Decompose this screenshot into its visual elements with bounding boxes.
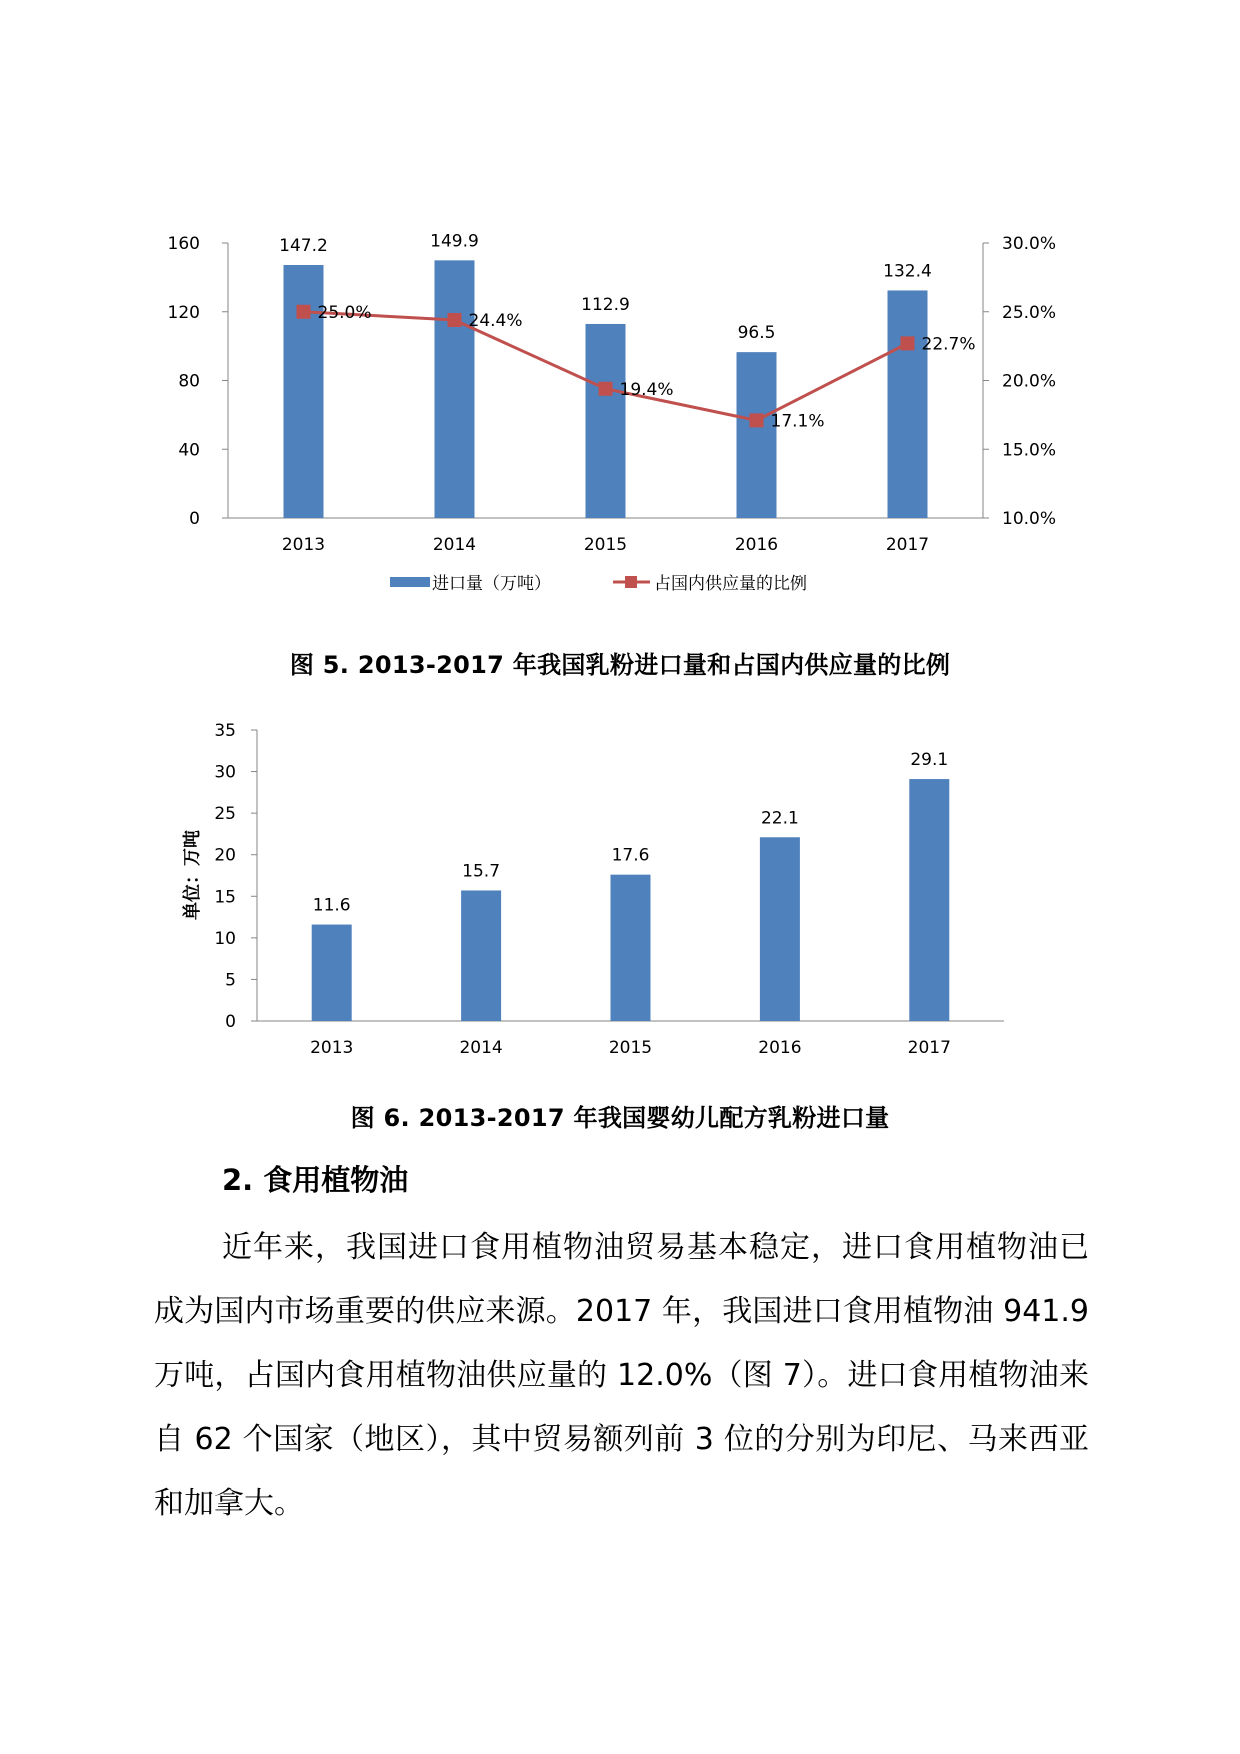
x-tick-label: 2014 xyxy=(432,535,477,555)
ratio-marker-2014 xyxy=(448,313,462,327)
ratio-marker-2016 xyxy=(750,413,764,427)
bar-2014 xyxy=(461,890,501,1021)
x-tick-label: 2013 xyxy=(310,1038,354,1058)
bar-value-label: 96.5 xyxy=(737,323,776,344)
bar-value-label: 112.9 xyxy=(581,294,630,315)
bar-2016 xyxy=(760,837,800,1021)
x-tick-label: 2017 xyxy=(885,535,930,555)
bar-value-label: 29.1 xyxy=(910,750,949,771)
y-tick-label: 10 xyxy=(214,928,236,949)
left-axis-tick-label: 80 xyxy=(178,371,200,392)
bar-2015 xyxy=(611,875,651,1021)
ratio-value-label: 24.4% xyxy=(468,311,523,331)
bar-value-label: 11.6 xyxy=(312,895,351,916)
y-tick-label: 20 xyxy=(214,845,236,866)
y-tick-label: 35 xyxy=(214,721,236,741)
section-heading: 2. 食用植物油 xyxy=(222,1163,409,1197)
ratio-marker-2017 xyxy=(901,336,915,350)
bar-value-label: 147.2 xyxy=(279,236,328,256)
x-tick-label: 2013 xyxy=(281,535,326,555)
y-axis-title: 单位：万吨 xyxy=(182,830,203,920)
ratio-value-label: 25.0% xyxy=(317,302,372,323)
section-paragraph: 近年来，我国进口食用植物油贸易基本稳定，进口食用植物油已成为国内市场重要的供应来源。2017 年，我国进口食用植物油 941.9 万吨，占国内食用植物油供应量的 12.0%（图 7）。进口食用植物油来自 62 个国家（地区），其中贸易额列前 3 位的分别为印尼、马来西亚和加拿大。 xyxy=(154,1230,1089,1521)
y-tick-label: 30 xyxy=(214,762,236,783)
bar-2014 xyxy=(435,260,475,518)
right-axis-tick-label: 10.0% xyxy=(1002,509,1057,529)
bar-value-label: 22.1 xyxy=(760,808,799,829)
ratio-marker-2013 xyxy=(297,305,311,319)
bar-2017 xyxy=(909,779,949,1021)
right-axis-tick-label: 20.0% xyxy=(1002,371,1057,392)
right-axis-tick-label: 30.0% xyxy=(1002,234,1057,254)
bar-2017 xyxy=(888,290,928,518)
import-volume-ratio-chart xyxy=(0,200,1240,620)
right-axis-tick-label: 25.0% xyxy=(1002,302,1057,323)
left-axis-tick-label: 120 xyxy=(167,302,200,323)
x-tick-label: 2016 xyxy=(758,1038,802,1058)
y-tick-label: 15 xyxy=(214,887,236,908)
x-tick-label: 2015 xyxy=(583,535,628,555)
bar-value-label: 149.9 xyxy=(430,231,479,252)
y-tick-label: 25 xyxy=(214,804,236,825)
left-axis-tick-label: 40 xyxy=(178,440,200,461)
ratio-value-label: 19.4% xyxy=(619,379,674,400)
bar-2013 xyxy=(312,925,352,1021)
legend-line-label: 占国内供应量的比例 xyxy=(654,574,807,594)
left-axis-tick-label: 0 xyxy=(189,509,200,529)
left-axis-tick-label: 160 xyxy=(167,234,200,254)
x-tick-label: 2017 xyxy=(907,1038,951,1058)
legend-bar-swatch xyxy=(390,577,430,587)
figure-6-caption: 图 6. 2013-2017 年我国婴幼儿配方乳粉进口量 xyxy=(350,1104,890,1132)
x-tick-label: 2015 xyxy=(608,1038,653,1058)
legend-bar-label: 进口量（万吨） xyxy=(432,574,551,594)
bar-value-label: 132.4 xyxy=(883,261,932,282)
x-tick-label: 2014 xyxy=(459,1038,503,1058)
infant-formula-import-chart xyxy=(0,705,1240,1085)
bar-2016 xyxy=(737,352,777,518)
ratio-value-label: 22.7% xyxy=(921,334,976,355)
figure-5-caption: 图 5. 2013-2017 年我国乳粉进口量和占国内供应量的比例 xyxy=(289,651,951,679)
y-tick-label: 5 xyxy=(225,970,236,991)
bar-value-label: 15.7 xyxy=(462,861,501,882)
ratio-value-label: 17.1% xyxy=(770,411,825,432)
bar-value-label: 17.6 xyxy=(611,845,650,866)
legend-line-marker xyxy=(625,576,637,588)
right-axis-tick-label: 15.0% xyxy=(1002,440,1057,461)
ratio-marker-2015 xyxy=(599,382,613,396)
bar-2015 xyxy=(586,324,626,518)
x-tick-label: 2016 xyxy=(734,535,779,555)
y-tick-label: 0 xyxy=(225,1012,236,1032)
